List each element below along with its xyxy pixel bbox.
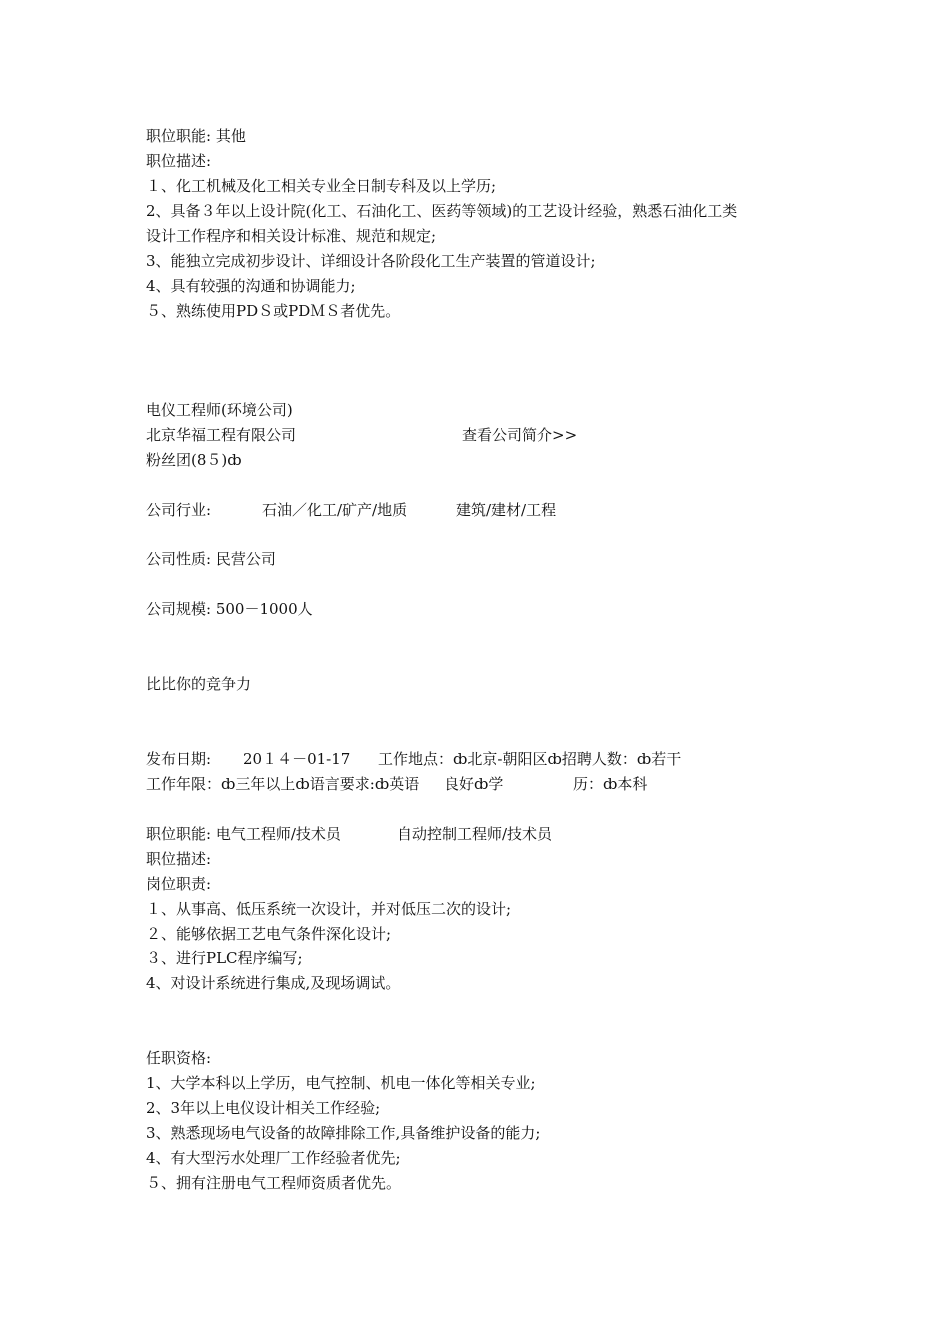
qualification-item: 1、大学本科以上学历，电气控制、机电一体化等相关专业; — [146, 1074, 536, 1092]
language-level: 良好ȸ学 — [444, 775, 504, 793]
industry-value: 石油／化工/矿产/地质 — [262, 501, 408, 519]
duties-label: 岗位职责: — [146, 875, 212, 893]
duty-item: １、从事高、低压系统一次设计，并对低压二次的设计; — [146, 900, 512, 918]
duty-item: ２、能够依据工艺电气条件深化设计; — [146, 925, 392, 943]
requirement-item: 2、具备３年以上设计院(化工、石油化工、医药等领域)的工艺设计经验，熟悉石油化工类 — [146, 202, 738, 220]
qualification-item: 3、熟悉现场电气设备的故障排除工作,具备维护设备的能力; — [146, 1124, 541, 1142]
compare-competitiveness[interactable]: 比比你的竞争力 — [146, 675, 252, 693]
job-title: 电仪工程师(环境公司) — [146, 401, 293, 419]
education-requirement: 历：ȸ本科 — [573, 775, 648, 793]
duty-item: ３、进行PLC程序编写; — [146, 949, 303, 967]
requirement-item: 4、具有较强的沟通和协调能力; — [146, 277, 356, 295]
job-function-line: 职位职能: 其他 — [146, 127, 246, 145]
requirement-item: 3、能独立完成初步设计、详细设计各阶段化工生产装置的管道设计; — [146, 252, 596, 270]
company-scale: 公司规模: 500－1000人 — [146, 600, 313, 618]
job-function-line: 职位职能: 电气工程师/技术员 — [146, 825, 341, 843]
industry-label: 公司行业: — [146, 501, 212, 519]
duty-item: 4、对设计系统进行集成,及现场调试。 — [146, 974, 401, 992]
qualifications-label: 任职资格: — [146, 1049, 212, 1067]
qualification-item: 4、有大型污水处理厂工作经验者优先; — [146, 1149, 401, 1167]
qualification-item: 2、3年以上电仪设计相关工作经验; — [146, 1099, 381, 1117]
industry-value: 建筑/建材/工程 — [456, 501, 557, 519]
qualification-item: ５、拥有注册电气工程师资质者优先。 — [146, 1174, 402, 1192]
company-profile-link[interactable]: 查看公司简介>> — [462, 426, 578, 444]
job-description-label: 职位描述: — [146, 850, 212, 868]
publish-date-label: 发布日期: — [146, 750, 212, 768]
location-and-headcount: 工作地点：ȸ北京-朝阳区ȸ招聘人数：ȸ若干 — [378, 750, 682, 768]
company-nature: 公司性质: 民营公司 — [146, 550, 276, 568]
job-description-label: 职位描述: — [146, 152, 212, 170]
experience-and-language: 工作年限：ȸ三年以上ȸ语言要求:ȸ英语 — [146, 775, 420, 793]
fans-group[interactable]: 粉丝团(8５)ȸ — [146, 451, 242, 469]
requirement-item: 设计工作程序和相关设计标准、规范和规定; — [146, 227, 437, 245]
company-name[interactable]: 北京华福工程有限公司 — [146, 426, 297, 444]
requirement-item: ５、熟练使用PDＳ或PDＭＳ者优先。 — [146, 302, 401, 320]
job-function-extra: 自动控制工程师/技术员 — [397, 825, 553, 843]
publish-date-value: 20１４－01-17 — [243, 750, 351, 768]
requirement-item: １、化工机械及化工相关专业全日制专科及以上学历; — [146, 177, 497, 195]
